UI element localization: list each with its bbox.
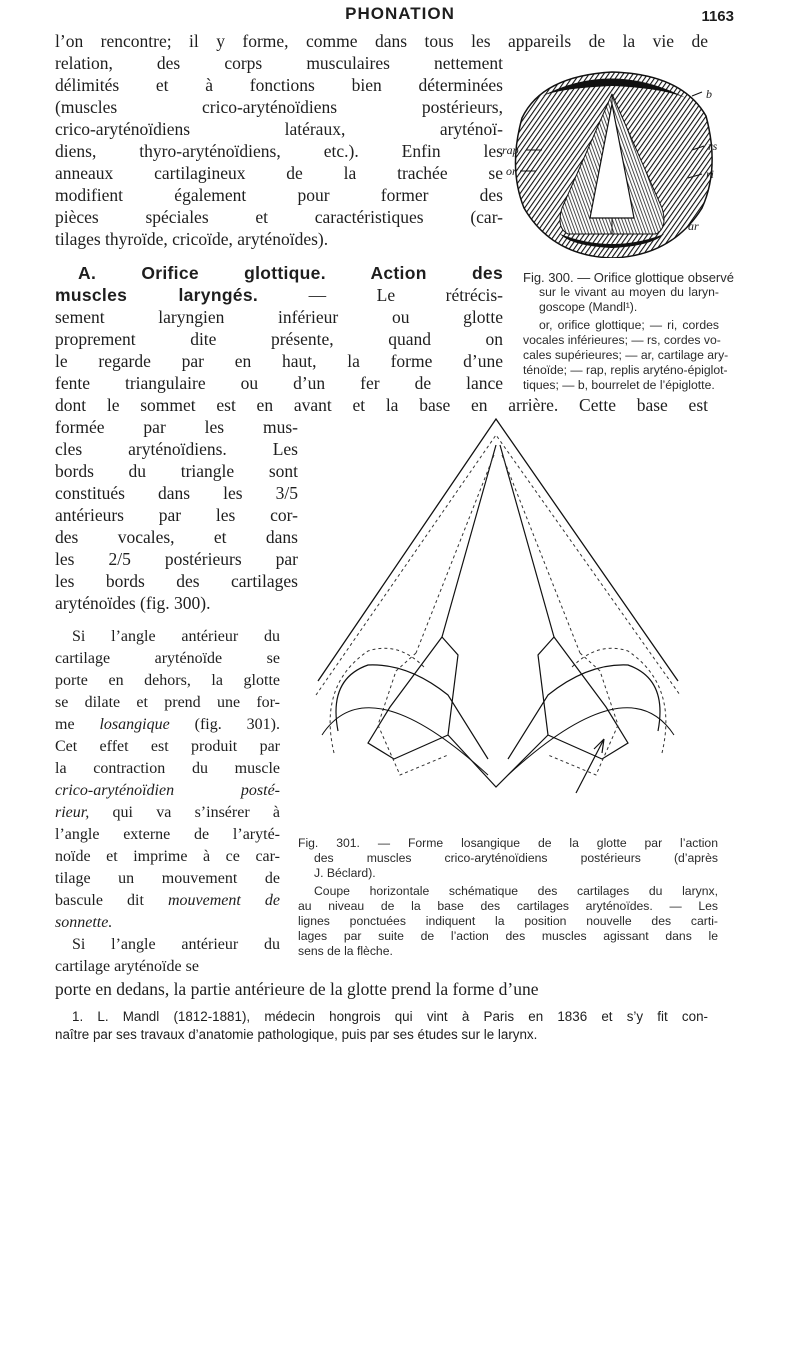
thyroid-cartilage-outline [318,419,678,681]
glottis-dashed-left [416,455,494,653]
text-line: Si l’angle antérieur du [72,628,280,645]
text-line: bords du triangle sont [55,461,298,481]
section-heading-continued: muscles laryngés. [55,285,259,305]
section-heading: A. Orifice glottique. Action des [78,263,503,283]
figure-300-caption-line: tiques; — b, bourrelet de l’épiglotte. [523,378,715,392]
footnote-line: 1. L. Mandl (1812-1881), médecin hongrois qui vint à Paris en 1836 et s’y fit con- [72,1009,708,1024]
emphasis: sonnette. [55,914,113,931]
text-line: cartilage aryténoïde se [55,958,199,975]
text-line: crico-aryténoïdiens latéraux, aryténoï- [55,119,503,139]
figure-301-caption-line: J. Béclard). [314,866,376,880]
text-line [55,780,280,802]
arytenoid-left [368,637,458,759]
emphasis: rieur, [55,804,90,821]
text-line: délimités et à fonctions bien déterminées [55,75,503,95]
arytenoid-left-dashed [378,653,448,775]
text-line: les bords des cartilages [55,571,298,591]
thyroid-cartilage-dashed [316,435,680,695]
text-line: pièces spéciales et caractéristiques (car- [55,207,503,227]
text-line: la contraction du muscle [55,760,280,777]
text-run: — Le rétrécis- [258,285,503,305]
glottis-vocal-cord-left [442,445,496,637]
text-line: aryténoïdes (fig. 300). [55,593,211,613]
emphasis: crico-aryténoïdien posté- [55,782,280,799]
cricoid-ring-right [508,665,660,759]
figure-300-caption-line: goscope (Mandl¹). [539,300,638,314]
figure-300-caption-line: vocales inférieures; — rs, cordes vo- [523,333,721,347]
figure-301-caption-line: des muscles crico-aryténoïdiens postérieurs (d’après [314,851,718,865]
figure-300-caption-line: Fig. 300. — Orifice glottique observé [523,270,734,285]
text-line: antérieurs par les cor- [55,505,298,525]
arytenoid-right-dashed [548,653,618,775]
text-line: formée par les mus- [55,417,298,437]
cricoid-ring-left-dashed [330,648,424,753]
text-line [55,890,280,912]
label-ar: ar [688,219,699,233]
figure-301-caption-line: Fig. 301. — Forme losangique de la glotte par l’action [298,836,718,850]
text-line [55,284,503,306]
label-rs: rs [708,139,718,153]
text-line: dont le sommet est en avant et la base en arrière. Cette base est [55,395,708,415]
label-rap: rap [502,143,519,157]
text-line: porte en dedans, la partie antérieure de la glotte prend la forme d’une [55,979,539,999]
text-line: fente triangulaire ou d’un fer de lance [55,373,503,393]
text-run: me [55,716,75,733]
posterior-cricoid [448,735,548,787]
figure-301-caption-line: Coupe horizontale schématique des cartilages du larynx, [314,884,718,898]
text-line: noïde et imprime à ce car- [55,848,280,865]
figure-301-caption-line: lignes ponctuées indiquent la position nouvelle des carti- [298,914,718,928]
text-line: l’on rencontre; il y forme, comme dans tous les appareils de la vie de [55,31,708,51]
page-number: 1163 [701,8,734,25]
figure-300-caption-line: or, orifice glottique; — ri, cordes [539,318,719,332]
figure-300-laryngoscope-drawing [502,58,724,258]
text-run: bascule dit [55,892,144,909]
figure-301-caption-line: au niveau de la base des cartilages aryténoïdes. — Les [298,899,718,913]
text-line: Si l’angle antérieur du [72,936,280,953]
text-line: tilage un mouvement de [55,870,280,887]
text-line [55,802,280,824]
label-b: b [706,87,712,101]
footnote-line: naître par ses travaux d’anatomie pathologique, puis par ses études sur le larynx. [55,1027,538,1042]
text-line: relation, des corps musculaires nettement [55,53,503,73]
cricoid-ring-right-dashed [572,648,666,753]
text-line: cles aryténoïdiens. Les [55,439,298,459]
text-line: Cet effet est produit par [55,738,280,755]
text-line: les 2/5 postérieurs par [55,549,298,569]
label-or: or [506,164,517,178]
text-line: des vocales, et dans [55,527,298,547]
figure-301-diagram [308,415,688,833]
text-line: sement laryngien inférieur ou glotte [55,307,503,327]
emphasis: losangique [99,716,170,733]
text-line: l’angle externe de l’aryté- [55,826,280,843]
text-line [55,912,280,934]
action-arrow-head [594,739,604,753]
cricoid-ring-left [336,665,488,759]
text-line: le regarde par en haut, la forme d’une [55,351,503,371]
figure-300-caption-line: sur le vivant au moyen du laryn- [539,285,719,299]
text-line: (muscles crico-aryténoïdiens postérieurs, [55,97,503,117]
section-heading-line [78,262,503,284]
text-line: diens, thyro-aryténoïdiens, etc.). Enfin les [55,141,503,161]
text-line [55,714,280,736]
text-line: anneaux cartilagineux de la trachée se [55,163,503,183]
left-sweep-line [322,708,488,775]
text-run: (fig. 301). [194,716,281,733]
glottis-vocal-cord-right [500,445,554,637]
figure-300-caption-line: cales supérieures; — ar, cartilage ary- [523,348,729,362]
text-line: constitués dans les 3/5 [55,483,298,503]
text-line: se dilate et prend une for- [55,694,280,711]
text-line: tilages thyroïde, cricoïde, aryténoïdes). [55,229,329,249]
text-line: cartilage aryténoïde se [55,650,280,667]
arytenoid-right [538,637,628,759]
label-ri: ri [706,167,715,181]
figure-301-caption-line: lages par suite de l’action des muscles agissant dans le [298,929,718,943]
text-run: qui va s’insérer à [112,804,281,821]
text-line: modifient également pour former des [55,185,503,205]
figure-300-caption-line: ténoïde; — rap, replis aryténo-épiglot- [523,363,728,377]
text-line: proprement dite présente, quand on [55,329,503,349]
emphasis: mouvement de [167,892,280,909]
figure-301-caption-line: sens de la flèche. [298,944,393,958]
running-header-title: PHONATION [345,4,455,23]
text-line: porte en dehors, la glotte [55,672,280,689]
